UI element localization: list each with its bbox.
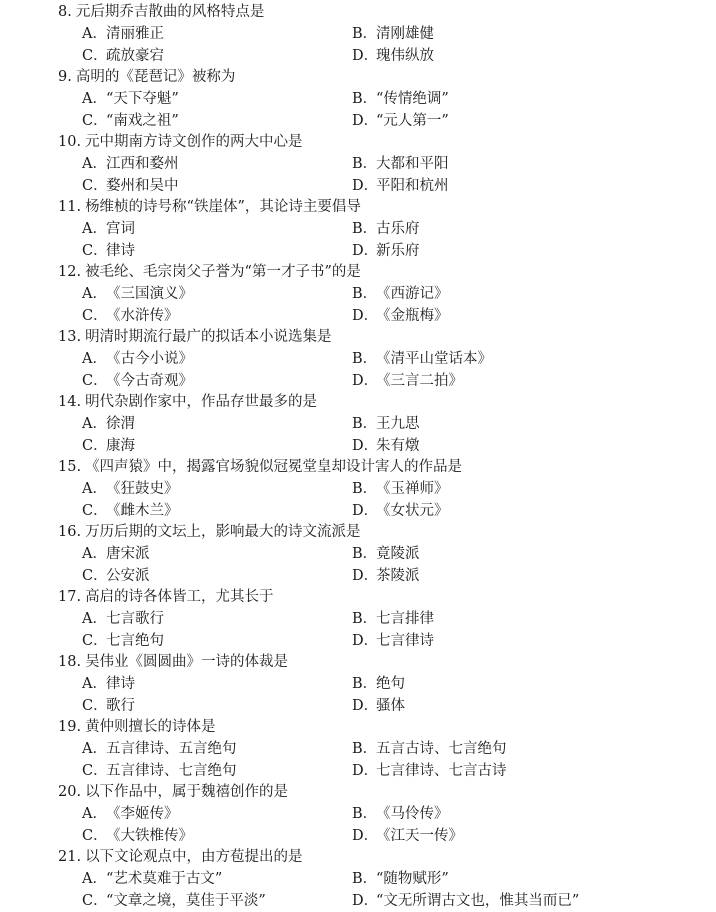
option-b bbox=[352, 479, 449, 500]
question-item bbox=[0, 67, 716, 132]
question-item bbox=[0, 652, 716, 717]
option-c bbox=[82, 566, 150, 587]
option-b bbox=[352, 869, 449, 890]
question-text: 吴伟业《圆圆曲》一诗的体裁是 bbox=[85, 654, 289, 670]
option-b bbox=[352, 739, 507, 760]
option-b bbox=[352, 674, 405, 695]
question-item bbox=[0, 522, 716, 587]
option-text: 《古今小说》 bbox=[106, 351, 193, 367]
option-letter: C． bbox=[82, 633, 108, 649]
question-text: 被毛纶、毛宗岗父子誉为“第一才子书”的是 bbox=[85, 264, 361, 280]
question-number: 21. bbox=[58, 849, 82, 865]
option-d bbox=[352, 631, 434, 652]
option-letter: D． bbox=[352, 698, 379, 714]
question-text: 高启的诗各体皆工，尤其长于 bbox=[85, 589, 274, 605]
question-text: 黄仲则擅长的诗体是 bbox=[85, 719, 216, 735]
question-text: 以下作品中，属于魏禧创作的是 bbox=[85, 784, 289, 800]
option-text: 七言排律 bbox=[376, 611, 434, 627]
option-text: 《江天一传》 bbox=[376, 828, 463, 844]
option-text: “南戏之祖” bbox=[106, 113, 179, 129]
question-stem bbox=[58, 782, 288, 803]
question-stem bbox=[58, 587, 274, 608]
option-text: 古乐府 bbox=[376, 221, 420, 237]
option-text: 《今古奇观》 bbox=[106, 373, 193, 389]
option-letter: A． bbox=[82, 286, 107, 302]
question-text: 以下文论观点中，由方苞提出的是 bbox=[85, 849, 303, 865]
question-stem bbox=[58, 327, 332, 348]
option-letter: D． bbox=[352, 633, 379, 649]
question-item bbox=[0, 847, 716, 912]
question-item bbox=[0, 392, 716, 457]
option-letter: C． bbox=[82, 48, 108, 64]
option-text: 《西游记》 bbox=[376, 286, 449, 302]
option-c bbox=[82, 241, 135, 262]
option-a bbox=[82, 544, 150, 565]
option-text: 绝句 bbox=[376, 676, 405, 692]
option-letter: C． bbox=[82, 243, 108, 259]
option-c bbox=[82, 306, 179, 327]
option-letter: A． bbox=[82, 871, 107, 887]
question-number: 19. bbox=[58, 719, 82, 735]
option-b bbox=[352, 544, 420, 565]
option-letter: D． bbox=[352, 113, 379, 129]
option-a bbox=[82, 24, 164, 45]
question-item bbox=[0, 2, 716, 67]
option-letter: B． bbox=[352, 91, 378, 107]
option-letter: B． bbox=[352, 481, 378, 497]
option-text: 五言律诗、五言绝句 bbox=[106, 741, 237, 757]
option-letter: B． bbox=[352, 806, 378, 822]
option-text: 歌行 bbox=[106, 698, 135, 714]
option-text: “文无所谓古文也，惟其当而已” bbox=[376, 893, 580, 909]
question-stem bbox=[58, 132, 303, 153]
option-text: 竟陵派 bbox=[376, 546, 420, 562]
option-text: “艺术莫难于古文” bbox=[106, 871, 223, 887]
option-letter: D． bbox=[352, 893, 379, 909]
option-letter: A． bbox=[82, 26, 107, 42]
question-stem bbox=[58, 2, 264, 23]
question-number: 10. bbox=[58, 134, 82, 150]
question-number: 9. bbox=[58, 69, 72, 85]
question-number: 12. bbox=[58, 264, 82, 280]
option-text: 朱有燉 bbox=[376, 438, 420, 454]
option-c bbox=[82, 891, 266, 912]
option-letter: A． bbox=[82, 676, 107, 692]
option-text: 五言律诗、七言绝句 bbox=[106, 763, 237, 779]
option-text: 《三国演义》 bbox=[106, 286, 193, 302]
option-c bbox=[82, 696, 135, 717]
option-c bbox=[82, 631, 164, 652]
option-d bbox=[352, 241, 420, 262]
option-d bbox=[352, 46, 434, 67]
option-b bbox=[352, 284, 449, 305]
option-text: “传情绝调” bbox=[376, 91, 449, 107]
option-d bbox=[352, 371, 463, 392]
question-text: 万历后期的文坛上，影响最大的诗文流派是 bbox=[85, 524, 361, 540]
option-d bbox=[352, 696, 405, 717]
question-text: 明清时期流行最广的拟话本小说选集是 bbox=[85, 329, 332, 345]
option-a bbox=[82, 609, 164, 630]
option-text: 唐宋派 bbox=[106, 546, 150, 562]
option-letter: B． bbox=[352, 156, 378, 172]
option-b bbox=[352, 414, 420, 435]
option-letter: B． bbox=[352, 676, 378, 692]
option-letter: D． bbox=[352, 763, 379, 779]
question-stem bbox=[58, 262, 361, 283]
question-text: 高明的《琵琶记》被称为 bbox=[75, 69, 236, 85]
option-c bbox=[82, 371, 193, 392]
option-d bbox=[352, 826, 463, 847]
question-number: 8. bbox=[58, 4, 72, 20]
option-letter: C． bbox=[82, 178, 108, 194]
option-letter: B． bbox=[352, 221, 378, 237]
option-b bbox=[352, 24, 434, 45]
option-b bbox=[352, 219, 420, 240]
option-letter: B． bbox=[352, 286, 378, 302]
option-letter: A． bbox=[82, 221, 107, 237]
option-text: 大都和平阳 bbox=[376, 156, 449, 172]
option-text: 《金瓶梅》 bbox=[376, 308, 449, 324]
option-text: 新乐府 bbox=[376, 243, 420, 259]
option-c bbox=[82, 46, 164, 67]
question-text: 元中期南方诗文创作的两大中心是 bbox=[85, 134, 303, 150]
option-c bbox=[82, 176, 179, 197]
option-a bbox=[82, 219, 135, 240]
question-text: 元后期乔吉散曲的风格特点是 bbox=[75, 4, 265, 20]
option-text: “元人第一” bbox=[376, 113, 449, 129]
option-c bbox=[82, 501, 179, 522]
option-c bbox=[82, 826, 193, 847]
option-text: 公安派 bbox=[106, 568, 150, 584]
option-text: 《三言二拍》 bbox=[376, 373, 463, 389]
option-text: “天下夺魁” bbox=[106, 91, 179, 107]
option-text: 骚体 bbox=[376, 698, 405, 714]
option-letter: B． bbox=[352, 416, 378, 432]
option-text: 江西和婺州 bbox=[106, 156, 179, 172]
option-text: “随物赋形” bbox=[376, 871, 449, 887]
option-text: 清刚雄健 bbox=[376, 26, 434, 42]
question-item bbox=[0, 717, 716, 782]
option-text: 王九思 bbox=[376, 416, 420, 432]
option-a bbox=[82, 349, 193, 370]
question-text: 杨维桢的诗号称“铁崖体”，其论诗主要倡导 bbox=[85, 199, 361, 215]
option-letter: A． bbox=[82, 156, 107, 172]
option-d bbox=[352, 566, 420, 587]
question-item bbox=[0, 327, 716, 392]
option-text: 《马伶传》 bbox=[376, 806, 449, 822]
question-number: 13. bbox=[58, 329, 82, 345]
option-text: 疏放豪宕 bbox=[106, 48, 164, 64]
option-text: 律诗 bbox=[106, 243, 135, 259]
option-text: 七言律诗 bbox=[376, 633, 434, 649]
option-letter: D． bbox=[352, 308, 379, 324]
option-letter: A． bbox=[82, 91, 107, 107]
option-c bbox=[82, 761, 237, 782]
option-letter: B． bbox=[352, 871, 378, 887]
option-text: 五言古诗、七言绝句 bbox=[376, 741, 507, 757]
option-letter: C． bbox=[82, 893, 108, 909]
option-text: 宫词 bbox=[106, 221, 135, 237]
option-letter: D． bbox=[352, 243, 379, 259]
option-text: 《雌木兰》 bbox=[106, 503, 179, 519]
option-c bbox=[82, 111, 179, 132]
option-d bbox=[352, 436, 420, 457]
option-b bbox=[352, 804, 449, 825]
option-b bbox=[352, 349, 492, 370]
question-item bbox=[0, 457, 716, 522]
option-a bbox=[82, 479, 179, 500]
option-d bbox=[352, 111, 449, 132]
option-text: 《狂鼓史》 bbox=[106, 481, 179, 497]
option-letter: A． bbox=[82, 416, 107, 432]
option-text: 《女状元》 bbox=[376, 503, 449, 519]
option-letter: D． bbox=[352, 568, 379, 584]
option-letter: A． bbox=[82, 611, 107, 627]
question-number: 18. bbox=[58, 654, 82, 670]
option-letter: C． bbox=[82, 568, 108, 584]
option-c bbox=[82, 436, 135, 457]
option-letter: C． bbox=[82, 503, 108, 519]
option-text: 婺州和吴中 bbox=[106, 178, 179, 194]
option-text: 《大铁椎传》 bbox=[106, 828, 193, 844]
option-text: 《清平山堂话本》 bbox=[376, 351, 492, 367]
option-text: 徐渭 bbox=[106, 416, 135, 432]
question-number: 20. bbox=[58, 784, 82, 800]
option-letter: C． bbox=[82, 113, 108, 129]
option-letter: B． bbox=[352, 741, 378, 757]
option-d bbox=[352, 891, 579, 912]
option-text: 平阳和杭州 bbox=[376, 178, 449, 194]
option-text: 《玉禅师》 bbox=[376, 481, 449, 497]
option-letter: A． bbox=[82, 806, 107, 822]
option-text: 七言歌行 bbox=[106, 611, 164, 627]
option-text: 《李姬传》 bbox=[106, 806, 179, 822]
option-letter: D． bbox=[352, 178, 379, 194]
option-a bbox=[82, 869, 222, 890]
option-letter: C． bbox=[82, 763, 108, 779]
option-text: 茶陵派 bbox=[376, 568, 420, 584]
option-text: 七言律诗、七言古诗 bbox=[376, 763, 507, 779]
question-stem bbox=[58, 847, 303, 868]
option-letter: D． bbox=[352, 828, 379, 844]
question-stem bbox=[58, 67, 235, 88]
question-stem bbox=[58, 717, 216, 738]
option-text: 清丽雅正 bbox=[106, 26, 164, 42]
question-text: 明代杂剧作家中，作品存世最多的是 bbox=[85, 394, 318, 410]
option-a bbox=[82, 804, 179, 825]
question-text: 《四声猿》中，揭露官场貌似冠冕堂皇却设计害人的作品是 bbox=[85, 459, 463, 475]
option-letter: B． bbox=[352, 26, 378, 42]
option-b bbox=[352, 89, 449, 110]
option-text: “文章之境，莫佳于平淡” bbox=[106, 893, 266, 909]
question-item bbox=[0, 262, 716, 327]
option-letter: A． bbox=[82, 741, 107, 757]
option-text: 康海 bbox=[106, 438, 135, 454]
question-item bbox=[0, 197, 716, 262]
question-stem bbox=[58, 652, 288, 673]
question-stem bbox=[58, 197, 361, 218]
option-text: 律诗 bbox=[106, 676, 135, 692]
option-letter: D． bbox=[352, 438, 379, 454]
question-number: 16. bbox=[58, 524, 82, 540]
option-letter: B． bbox=[352, 546, 378, 562]
question-stem bbox=[58, 522, 361, 543]
option-letter: A． bbox=[82, 481, 107, 497]
option-d bbox=[352, 501, 449, 522]
option-a bbox=[82, 89, 179, 110]
option-d bbox=[352, 176, 449, 197]
question-item bbox=[0, 132, 716, 197]
option-a bbox=[82, 739, 237, 760]
option-letter: C． bbox=[82, 438, 108, 454]
option-a bbox=[82, 674, 135, 695]
option-a bbox=[82, 154, 179, 175]
option-a bbox=[82, 284, 193, 305]
question-item bbox=[0, 782, 716, 847]
question-number: 11. bbox=[58, 199, 82, 215]
question-stem bbox=[58, 457, 462, 478]
option-b bbox=[352, 609, 434, 630]
option-text: 瑰伟纵放 bbox=[376, 48, 434, 64]
question-stem bbox=[58, 392, 317, 413]
option-letter: B． bbox=[352, 611, 378, 627]
option-letter: B． bbox=[352, 351, 378, 367]
option-b bbox=[352, 154, 449, 175]
option-letter: A． bbox=[82, 351, 107, 367]
option-text: 《水浒传》 bbox=[106, 308, 179, 324]
option-letter: C． bbox=[82, 373, 108, 389]
option-letter: C． bbox=[82, 698, 108, 714]
question-number: 15. bbox=[58, 459, 82, 475]
option-letter: D． bbox=[352, 503, 379, 519]
question-item bbox=[0, 587, 716, 652]
option-letter: A． bbox=[82, 546, 107, 562]
question-number: 14. bbox=[58, 394, 82, 410]
option-a bbox=[82, 414, 135, 435]
option-letter: D． bbox=[352, 48, 379, 64]
option-letter: D． bbox=[352, 373, 379, 389]
question-number: 17. bbox=[58, 589, 82, 605]
option-d bbox=[352, 306, 449, 327]
option-text: 七言绝句 bbox=[106, 633, 164, 649]
option-d bbox=[352, 761, 507, 782]
option-letter: C． bbox=[82, 308, 108, 324]
option-letter: C． bbox=[82, 828, 108, 844]
